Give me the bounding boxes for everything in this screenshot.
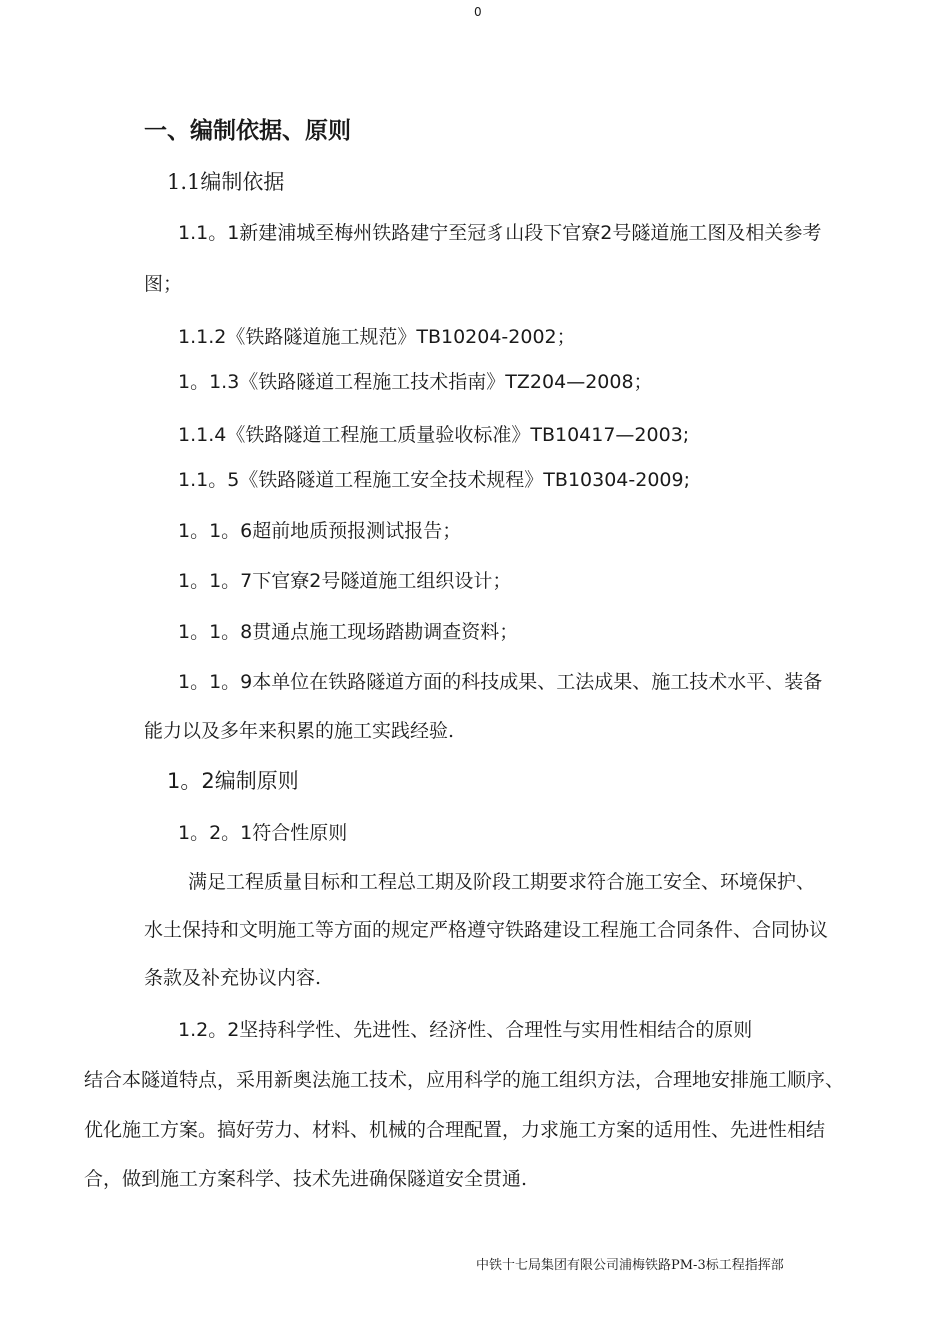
page-number: 0 bbox=[474, 5, 482, 19]
subsection-title-1-2-1: 1。2。1符合性原则 bbox=[178, 822, 348, 844]
paragraph-1-2-1-line-3: 条款及补充协议内容. bbox=[144, 967, 322, 989]
paragraph-1-2-1-line-1: 满足工程质量目标和工程总工期及阶段工期要求符合施工安全、环境保护、 bbox=[188, 871, 816, 893]
item-1-1-5: 1.1。5《铁路隧道工程施工安全技术规程》TB10304-2009; bbox=[178, 469, 690, 491]
item-1-1-1-continued: 图； bbox=[144, 273, 183, 295]
item-1-1-2: 1.1.2《铁路隧道施工规范》TB10204-2002； bbox=[178, 326, 576, 348]
item-1-1-8: 1。1。8贯通点施工现场踏勘调查资料； bbox=[178, 621, 519, 643]
item-1-1-6: 1。1。6超前地质预报测试报告； bbox=[178, 520, 462, 542]
item-1-1-7: 1。1。7下官寮2号隧道施工组织设计； bbox=[178, 570, 512, 592]
paragraph-1-2-1-line-2: 水土保持和文明施工等方面的规定严格遵守铁路建设工程施工合同条件、合同协议 bbox=[144, 919, 829, 941]
item-1-1-3: 1。1.3《铁路隧道工程施工技术指南》TZ204—2008； bbox=[178, 371, 653, 393]
paragraph-1-2-2-line-1: 结合本隧道特点，采用新奥法施工技术，应用科学的施工组织方法，合理地安排施工顺序、 bbox=[84, 1069, 845, 1091]
paragraph-1-2-2-line-2: 优化施工方案。搞好劳力、材料、机械的合理配置，力求施工方案的适用性、先进性相结 bbox=[84, 1119, 826, 1141]
item-1-1-9: 1。1。9本单位在铁路隧道方面的科技成果、工法成果、施工技术水平、装备 bbox=[178, 671, 823, 693]
item-1-1-9-continued: 能力以及多年来积累的施工实践经验. bbox=[144, 720, 455, 742]
paragraph-1-2-2-line-3: 合，做到施工方案科学、技术先进确保隧道安全贯通. bbox=[84, 1168, 528, 1190]
section-title-1-2: 1。2编制原则 bbox=[167, 769, 299, 793]
chapter-heading: 一、编制依据、原则 bbox=[144, 118, 351, 144]
page-footer: 中铁十七局集团有限公司浦梅铁路PM-3标工程指挥部 bbox=[476, 1258, 784, 1273]
item-1-1-1: 1.1。1新建浦城至梅州铁路建宁至冠豸山段下官寮2号隧道施工图及相关参考 bbox=[178, 222, 822, 244]
item-1-1-4: 1.1.4《铁路隧道工程施工质量验收标准》TB10417—2003; bbox=[178, 424, 690, 446]
section-title-1-1: 1.1编制依据 bbox=[167, 170, 285, 194]
subsection-title-1-2-2: 1.2。2坚持科学性、先进性、经济性、合理性与实用性相结合的原则 bbox=[178, 1019, 753, 1041]
